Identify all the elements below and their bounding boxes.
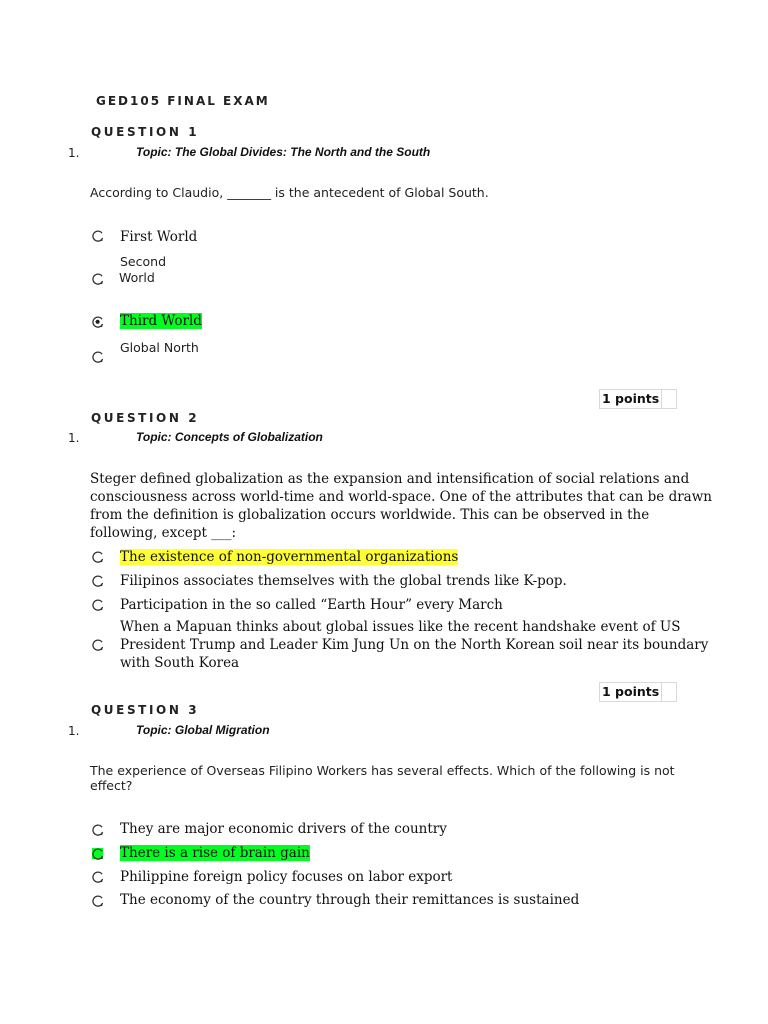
question-2-text-line: from the definition is globalization occurs worldwide. This can be observed in the (90, 507, 650, 523)
q2-option-mapuan-line: with South Korea (120, 655, 240, 671)
radio-button-empty-icon[interactable] (92, 351, 103, 362)
question-1-number: 1. (68, 146, 80, 160)
question-2-text-line: Steger defined globalization as the expansion and intensification of social relations and (90, 471, 690, 487)
q3-option-brain-gain-label: There is a rise of brain gain (120, 845, 310, 861)
radio-button-empty-icon[interactable] (92, 575, 103, 586)
question-1-points-box (599, 389, 677, 409)
question-1-points: 1 points (602, 391, 660, 406)
q2-option-kpop: Filipinos associates themselves with the global trends like K-pop. (120, 573, 567, 589)
q3-option-economic-drivers: They are major economic drivers of the country (120, 821, 447, 837)
question-2-topic: Topic: Concepts of Globalization (136, 430, 323, 444)
q3-option-brain-gain (120, 845, 310, 861)
q3-option-labor-export: Philippine foreign policy focuses on labor export (120, 869, 453, 885)
q1-option-second-world (120, 254, 166, 286)
q1-option-second-world-line1: Second (120, 254, 167, 269)
question-3-number: 1. (68, 724, 80, 738)
radio-button-empty-icon[interactable] (92, 273, 103, 284)
q2-option-mapuan (120, 618, 708, 672)
question-3-text (90, 763, 675, 793)
question-1-text: According to Claudio, _______ is the antecedent of Global South. (90, 185, 489, 200)
q1-option-global-north: Global North (120, 340, 199, 355)
radio-button-empty-icon[interactable] (92, 824, 103, 835)
radio-button-empty-icon[interactable] (92, 230, 103, 241)
question-3-text-line2: effect? (90, 778, 133, 793)
radio-button-empty-icon[interactable] (92, 639, 103, 650)
question-2-text-line: following, except ___: (90, 525, 236, 541)
radio-button-empty-icon[interactable] (92, 895, 103, 906)
radio-button-empty-icon[interactable] (92, 551, 103, 562)
q1-option-third-world-label: Third World (120, 313, 202, 329)
exam-title: GED105 FINAL EXAM (96, 94, 270, 108)
radio-button-filled-icon[interactable] (92, 316, 103, 327)
question-2-text-line: consciousness across world-time and world-space. One of the attributes that can be drawn (90, 489, 712, 505)
q2-option-earth-hour: Participation in the so called “Earth Hour” every March (120, 597, 503, 613)
q1-option-first-world: First World (120, 229, 198, 245)
q1-option-second-world-line2: World (119, 270, 155, 285)
points-input-cell (661, 683, 676, 701)
q2-option-mapuan-line: President Trump and Leader Kim Jung Un on the North Korean soil near its boundary (120, 637, 709, 653)
q3-option-remittances: The economy of the country through their remittances is sustained (120, 892, 580, 908)
q2-option-ngo (120, 549, 458, 565)
q1-option-third-world (120, 313, 202, 329)
question-3-heading: QUESTION 3 (91, 703, 200, 717)
question-2-points-box (599, 682, 677, 702)
question-1-heading: QUESTION 1 (91, 125, 200, 139)
radio-button-empty-icon[interactable] (92, 871, 103, 882)
question-2-text (90, 470, 712, 542)
radio-button-empty-icon[interactable] (92, 599, 103, 610)
points-input-cell (661, 390, 676, 408)
question-2-points: 1 points (602, 684, 660, 699)
question-3-text-line1: The experience of Overseas Filipino Workers has several effects. Which of the following is not (90, 763, 675, 778)
question-3-topic: Topic: Global Migration (136, 723, 270, 737)
question-1-topic: Topic: The Global Divides: The North and the South (136, 145, 431, 159)
question-2-number: 1. (68, 431, 80, 445)
q2-option-mapuan-line: When a Mapuan thinks about global issues like the recent handshake event of US (120, 619, 681, 635)
question-2-heading: QUESTION 2 (91, 411, 200, 425)
radio-button-empty-icon[interactable] (92, 848, 103, 859)
q2-option-ngo-label: The existence of non-governmental organizations (120, 549, 459, 565)
